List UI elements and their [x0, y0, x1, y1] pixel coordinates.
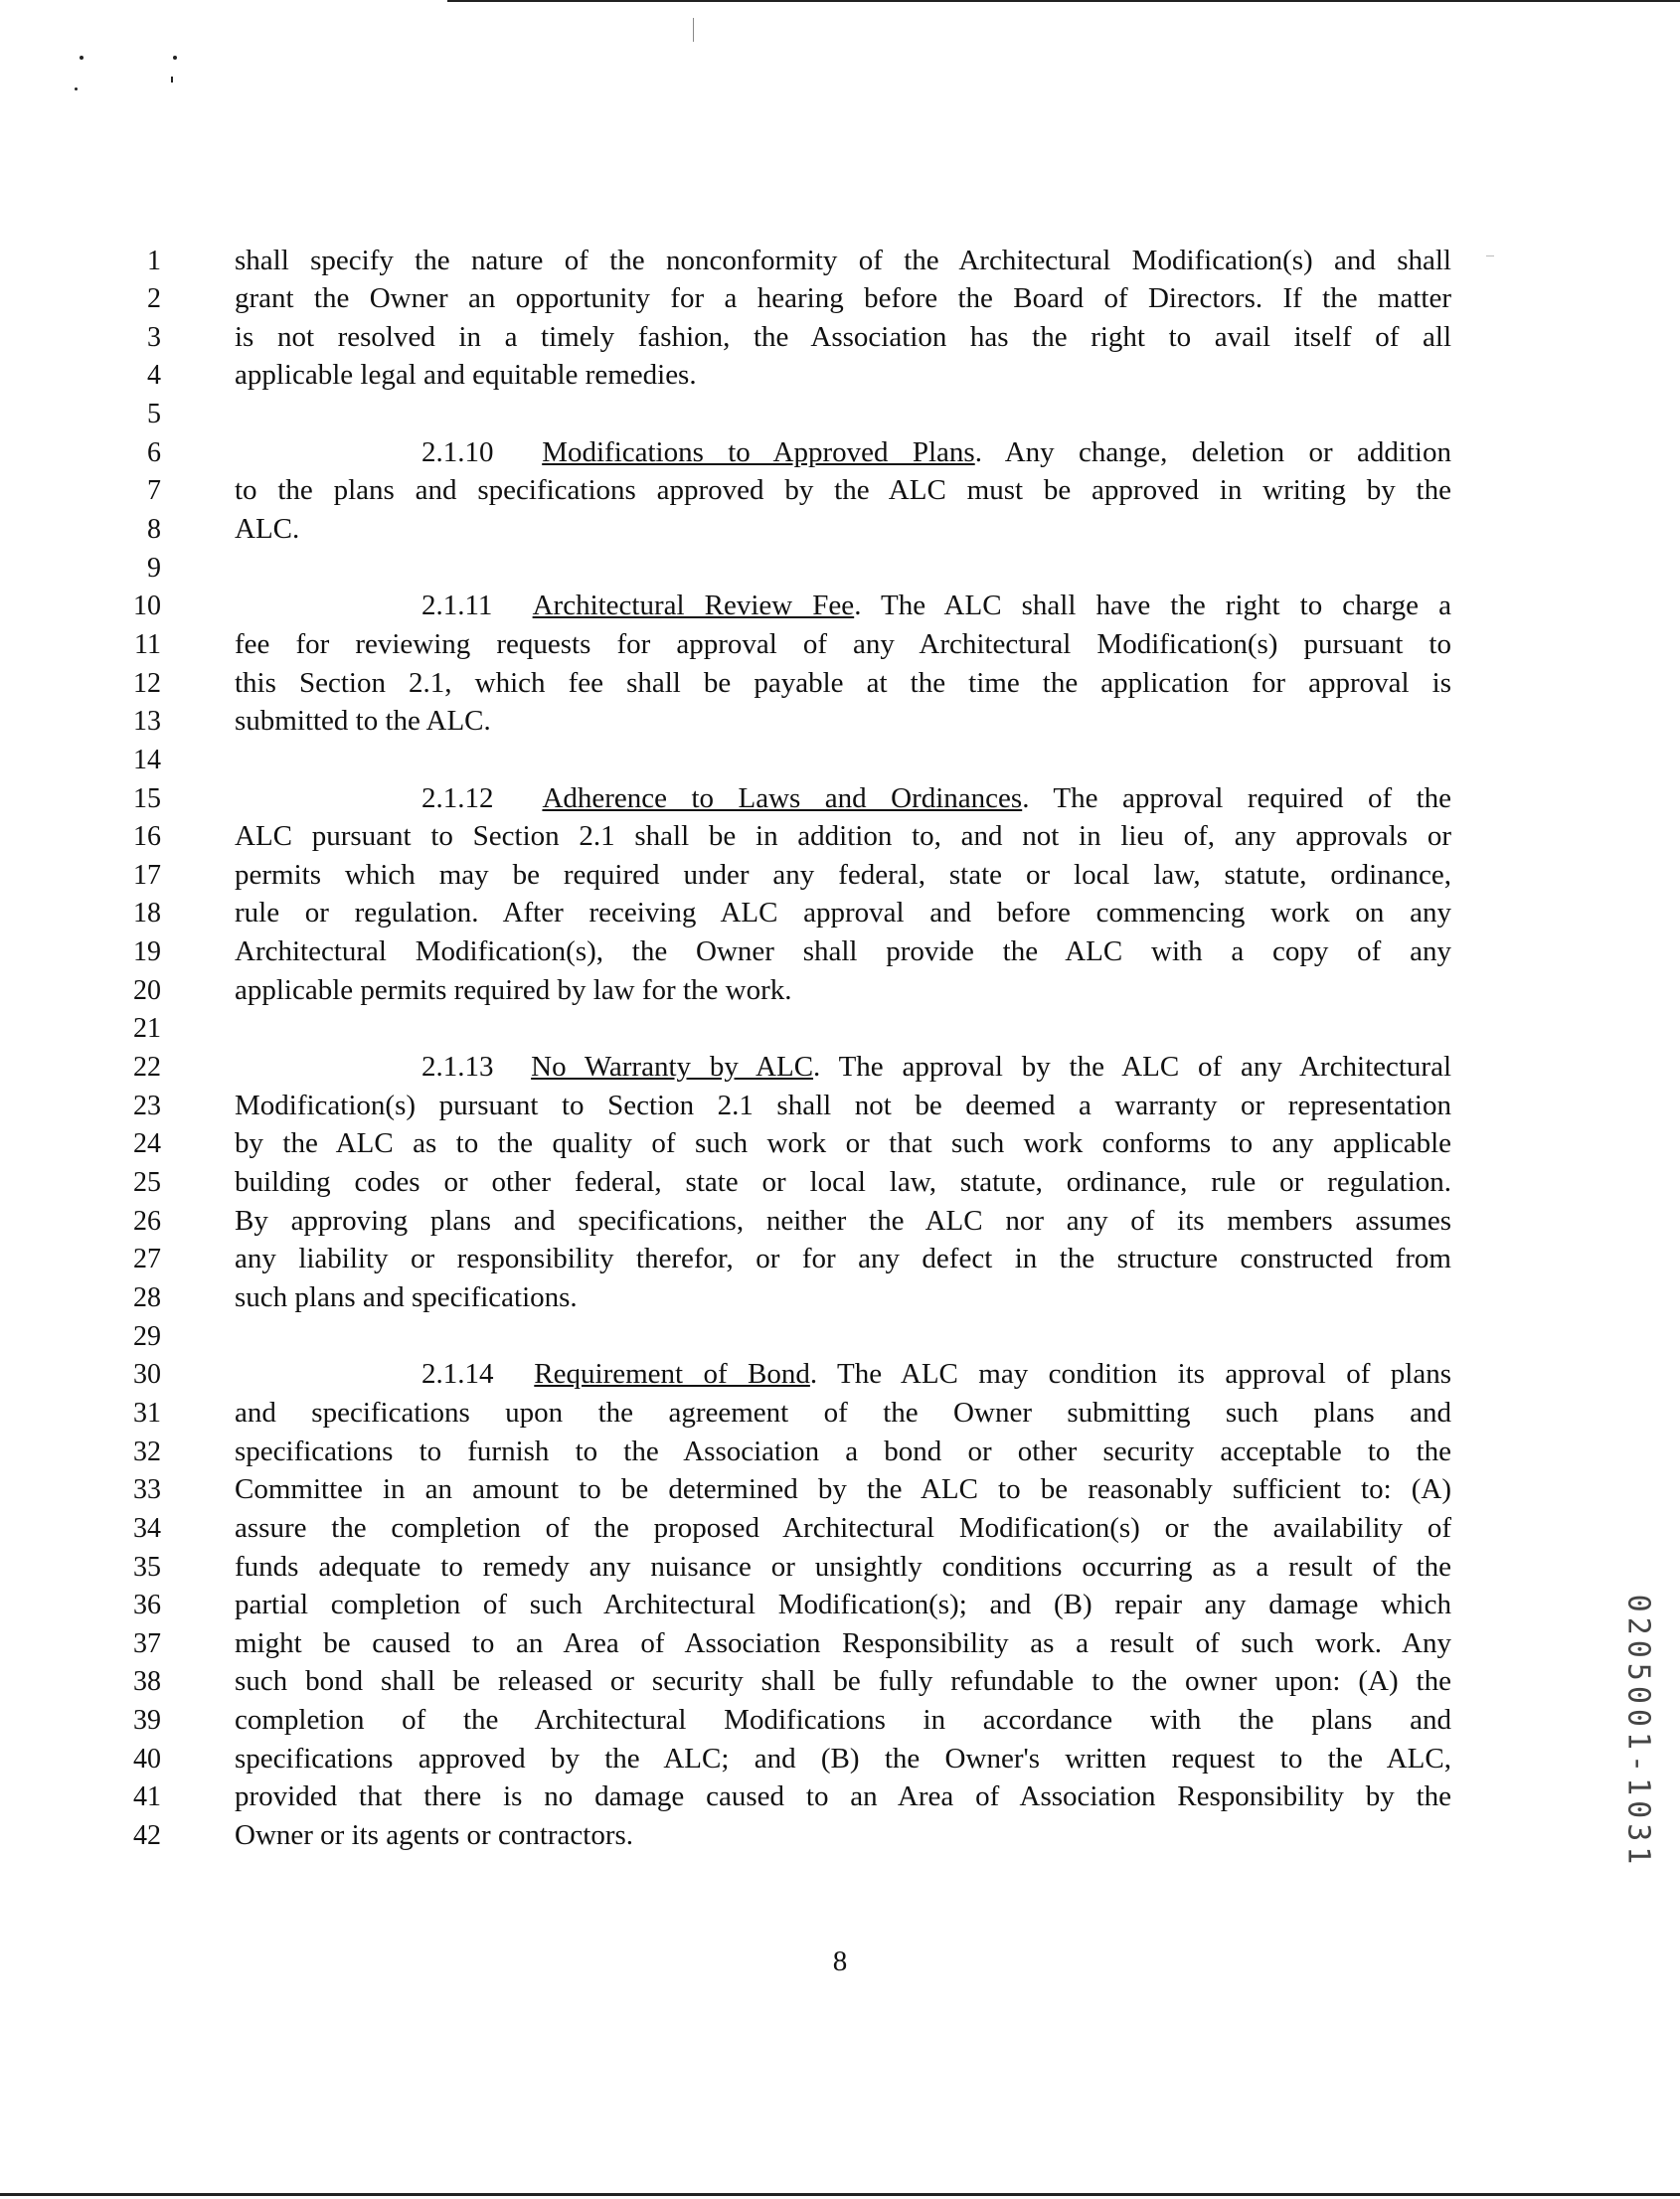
section-number: 2.1.13	[421, 1051, 494, 1083]
text-line: Committee in an amount to be determined by the ALC to be reasonably sufficient to: (A)	[235, 1473, 1451, 1505]
text-line: such bond shall be released or security shall be fully refundable to the owner upon: (A) the	[235, 1665, 1451, 1697]
page-number: 8	[832, 1945, 848, 1977]
text-line: to the plans and specifications approved by the ALC must be approved in writing by the	[235, 474, 1451, 506]
line-number: 16	[133, 821, 161, 852]
section-title: Adherence to Laws and Ordinances	[542, 782, 1023, 814]
line-number: 10	[133, 591, 161, 621]
line-number: 40	[133, 1744, 161, 1775]
text-line: By approving plans and specifications, neither the ALC nor any of its members assumes	[235, 1205, 1451, 1237]
line-number: 4	[147, 360, 161, 391]
text-line: applicable permits required by law for the work.	[235, 974, 792, 1006]
line-number: 21	[133, 1013, 161, 1044]
line-number: 8	[147, 514, 161, 545]
section-heading-line	[421, 1355, 1451, 1394]
line-number: 19	[133, 936, 161, 967]
section-number: 2.1.11	[421, 590, 493, 621]
line-number: 24	[133, 1128, 161, 1159]
scan-top-edge	[447, 0, 1680, 2]
line-number: 36	[133, 1590, 161, 1620]
text-line: funds adequate to remedy any nuisance or unsightly conditions occurring as a result of the	[235, 1551, 1451, 1583]
line-number: 42	[133, 1820, 161, 1851]
scan-speck	[173, 56, 177, 60]
text-line: ALC pursuant to Section 2.1 shall be in addition to, and not in lieu of, any approvals or	[235, 820, 1451, 852]
section-heading-line	[421, 587, 1451, 625]
line-number: 1	[147, 246, 161, 276]
text-line: might be caused to an Area of Association Responsibility as a result of such work. Any	[235, 1627, 1451, 1659]
text-line: any liability or responsibility therefor, or for any defect in the structure constructed from	[235, 1243, 1451, 1274]
section-title: Architectural Review Fee	[532, 590, 855, 621]
line-number: 18	[133, 898, 161, 929]
line-number: 9	[147, 553, 161, 584]
text-line: fee for reviewing requests for approval of any Architectural Modification(s) pursuant to	[235, 628, 1451, 660]
text-line: specifications approved by the ALC; and (B) the Owner's written request to the ALC,	[235, 1743, 1451, 1775]
text-line: shall specify the nature of the nonconformity of the Architectural Modification(s) and shall	[235, 245, 1451, 276]
section-text: . The approval by the ALC of any Architectural	[813, 1051, 1452, 1083]
line-number: 32	[133, 1437, 161, 1467]
section-heading-line	[421, 433, 1451, 472]
scan-speck	[80, 56, 84, 60]
text-line: and specifications upon the agreement of the Owner submitting such plans and	[235, 1397, 1451, 1429]
section-heading-line	[421, 1048, 1451, 1087]
scan-faint-mark	[1486, 255, 1494, 256]
section-number: 2.1.10	[421, 436, 494, 468]
text-line: Modification(s) pursuant to Section 2.1 shall not be deemed a warranty or representation	[235, 1090, 1451, 1121]
line-number: 23	[133, 1091, 161, 1121]
text-line: submitted to the ALC.	[235, 705, 491, 737]
line-number: 37	[133, 1628, 161, 1659]
section-text: . Any change, deletion or addition	[974, 436, 1451, 468]
line-number: 7	[147, 475, 161, 506]
section-title: Modifications to Approved Plans	[542, 436, 975, 468]
section-heading-line	[421, 779, 1451, 818]
section-text: . The ALC may condition its approval of plans	[809, 1358, 1451, 1390]
line-number: 30	[133, 1359, 161, 1390]
section-text: . The approval required of the	[1022, 782, 1452, 814]
text-line: completion of the Architectural Modifications in accordance with the plans and	[235, 1704, 1451, 1736]
line-number: 17	[133, 860, 161, 891]
line-number: 33	[133, 1474, 161, 1505]
line-number: 38	[133, 1666, 161, 1697]
line-number: 41	[133, 1781, 161, 1812]
scan-speck	[75, 87, 78, 90]
scan-top-tick	[693, 18, 694, 42]
line-number: 6	[147, 437, 161, 468]
line-number: 3	[147, 322, 161, 353]
text-line: is not resolved in a timely fashion, the Association has the right to avail itself of all	[235, 321, 1451, 353]
line-number: 13	[133, 706, 161, 737]
line-number: 31	[133, 1398, 161, 1429]
line-number: 5	[147, 399, 161, 429]
section-title: No Warranty by ALC	[531, 1051, 814, 1083]
text-line: ALC.	[235, 513, 300, 545]
text-line: partial completion of such Architectural Modification(s); and (B) repair any damage which	[235, 1589, 1451, 1620]
text-line: by the ALC as to the quality of such work or that such work conforms to any applicable	[235, 1127, 1451, 1159]
line-number: 15	[133, 783, 161, 814]
text-line: Owner or its agents or contractors.	[235, 1819, 634, 1851]
line-number: 14	[133, 745, 161, 775]
line-number: 29	[133, 1321, 161, 1352]
line-number: 39	[133, 1705, 161, 1736]
text-line: provided that there is no damage caused to an Area of Association Responsibility by the	[235, 1780, 1451, 1812]
line-number: 34	[133, 1513, 161, 1544]
text-line: such plans and specifications.	[235, 1281, 578, 1313]
side-stamp-text: 0205001-1031	[1620, 1594, 1656, 1870]
line-number: 2	[147, 283, 161, 314]
text-line: permits which may be required under any federal, state or local law, statute, ordinance,	[235, 859, 1451, 891]
section-number: 2.1.14	[421, 1358, 494, 1390]
line-number: 20	[133, 975, 161, 1006]
text-line: building codes or other federal, state or local law, statute, ordinance, rule or regulation.	[235, 1166, 1451, 1198]
section-title: Requirement of Bond	[534, 1358, 810, 1390]
line-number: 26	[133, 1206, 161, 1237]
line-number: 22	[133, 1052, 161, 1083]
text-line: applicable legal and equitable remedies.	[235, 359, 697, 391]
scan-bottom-edge	[0, 2193, 1680, 2196]
text-line: assure the completion of the proposed Architectural Modification(s) or the availability of	[235, 1512, 1451, 1544]
text-line: specifications to furnish to the Association a bond or other security acceptable to the	[235, 1436, 1451, 1467]
text-line: rule or regulation. After receiving ALC approval and before commencing work on any	[235, 897, 1451, 929]
line-number: 28	[133, 1282, 161, 1313]
line-number: 27	[133, 1244, 161, 1274]
line-number: 35	[133, 1552, 161, 1583]
side-stamp	[1620, 1594, 1656, 1870]
line-number: 25	[133, 1167, 161, 1198]
text-line: grant the Owner an opportunity for a hearing before the Board of Directors. If the matter	[235, 282, 1451, 314]
line-number: 12	[133, 668, 161, 699]
text-line: this Section 2.1, which fee shall be payable at the time the application for approval is	[235, 667, 1451, 699]
line-number: 11	[134, 629, 161, 660]
section-number: 2.1.12	[421, 782, 494, 814]
text-line: Architectural Modification(s), the Owner shall provide the ALC with a copy of any	[235, 935, 1451, 967]
scan-speck	[171, 77, 173, 83]
section-text: . The ALC shall have the right to charge a	[854, 590, 1451, 621]
